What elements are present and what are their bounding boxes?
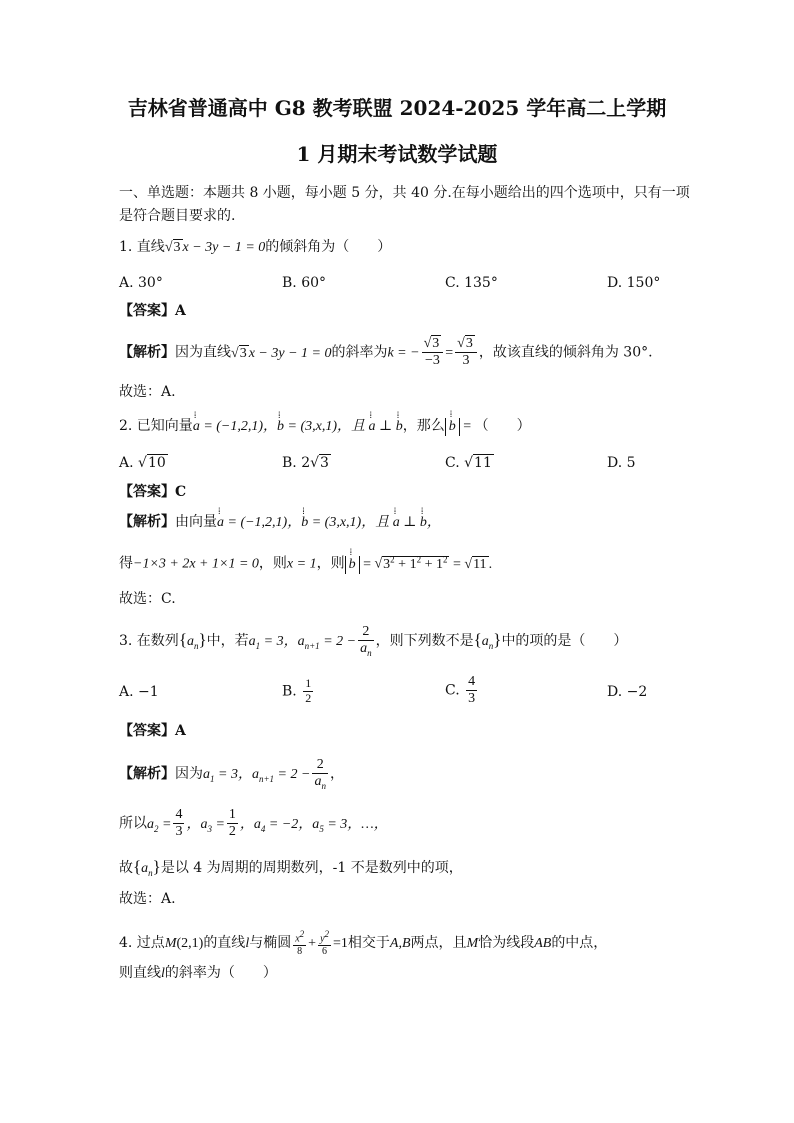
analysis-line-3: 故$\{a_n\}$是以 4 为周期的周期数列，-1 不是数列中的项， — [119, 857, 463, 878]
analysis: 【解析】由向量⁞ a = (−1,2,1)，⁞ b = (3,x,1)，且 ⁞ a ⊥ ⁞ b， — [119, 515, 441, 530]
question-3-stem: 3. 在数列$\{a_n\}$中，若$a_1 = 3$，$a_{n+1} = 2$ − $\frac{2}{a_n}$ ，则下列数不是$\{a_n\}$中的项的是（ ） — [119, 624, 628, 658]
option-a: A. 30° — [119, 275, 163, 291]
page-subtitle: 1 月期末考试数学试题 — [296, 142, 498, 166]
line-equation: √3 x − 3y − 1 = 0 — [164, 240, 266, 255]
analysis-line-2: 得−1×3 + 2x + 1×1 = 0，则x = 1，则⁞ $b = √3^2 + 1^2 + 1^2 = √11$ . — [119, 555, 492, 574]
option-d: D. −2 — [607, 684, 648, 700]
answer: 【答案】A — [119, 303, 186, 319]
question-1-stem — [119, 240, 391, 255]
section-heading-line1: 一、单选题：本题共 8 小题，每小题 5 分，共 40 分.在每小题给出的四个选项中，只有一项 — [119, 185, 690, 201]
question-number: 1. 直线 — [119, 239, 165, 255]
analysis-label: 【解析】 — [119, 344, 175, 361]
option-b: B. $\frac{1}{2}$ — [282, 676, 312, 705]
analysis: 【解析】因为直线√3 x − 3y − 1 = 0的斜率为k = − $\frac{√3}{-3}$ = $\frac{√3}{3}$ ，故该直线的倾斜角为 30°. — [119, 336, 653, 369]
analysis-label: 【解析】 — [119, 514, 175, 530]
option-a: A. −1 — [119, 684, 159, 700]
question-4-stem: 4. 过点M(2,1)的直线l与椭圆 $\frac{x^2}{8}$ + $\frac{y^2}{6}$ =1相交于A,B两点，且M恰为线段AB的中点， — [119, 929, 608, 957]
option-a: A. √10 — [119, 455, 166, 471]
analysis: 【解析】因为$a_1 = 3$，$a_{n+1} = 2$ − $\frac{2}{a_n}$ ， — [119, 757, 344, 791]
question-text: 的倾斜角为（ ） — [265, 239, 392, 255]
analysis-line-2: 所以$a_2$ = $\frac{4}{3}$ ，$a_3$ = $\frac{1}{2}$ ，$a_4 = -2$，$a_5 = 3$，…， — [119, 807, 388, 840]
option-b: B. 2√3 — [282, 455, 329, 471]
conclusion: 故选：A. — [119, 384, 176, 400]
option-c: C. √11 — [445, 455, 492, 471]
conclusion: 故选：A. — [119, 891, 176, 907]
option-b: B. 60° — [282, 275, 327, 291]
option-c: C. 135° — [445, 275, 498, 291]
question-2-stem: 2. 已知向量⁞ a = (−1,2,1)，⁞ b = (3,x,1)，且 ⁞ a ⊥ ⁞ b，那么⁞ b = （ ） — [119, 418, 531, 436]
conclusion: 故选：C. — [119, 591, 176, 607]
page-title: 吉林省普通高中 G8 教考联盟 2024-2025 学年高二上学期 — [127, 96, 667, 120]
slope-fraction: $\frac{√3}{-3}$ — [422, 336, 444, 369]
question-number: 3. 在数列 — [119, 633, 179, 650]
question-number: 4. 过点 — [119, 935, 165, 952]
option-d: D. 150° — [607, 275, 661, 291]
option-d: D. 5 — [607, 455, 636, 471]
answer: 【答案】A — [119, 723, 186, 739]
analysis-label: 【解析】 — [119, 766, 175, 783]
section-heading-line2: 是符合题目要求的. — [119, 208, 236, 224]
option-c: C. $\frac{4}{3}$ — [445, 674, 476, 707]
answer: 【答案】C — [119, 484, 187, 500]
question-number: 2. 已知向量 — [119, 418, 193, 434]
question-4-line-2: 则直线l的斜率为（ ） — [119, 965, 277, 981]
